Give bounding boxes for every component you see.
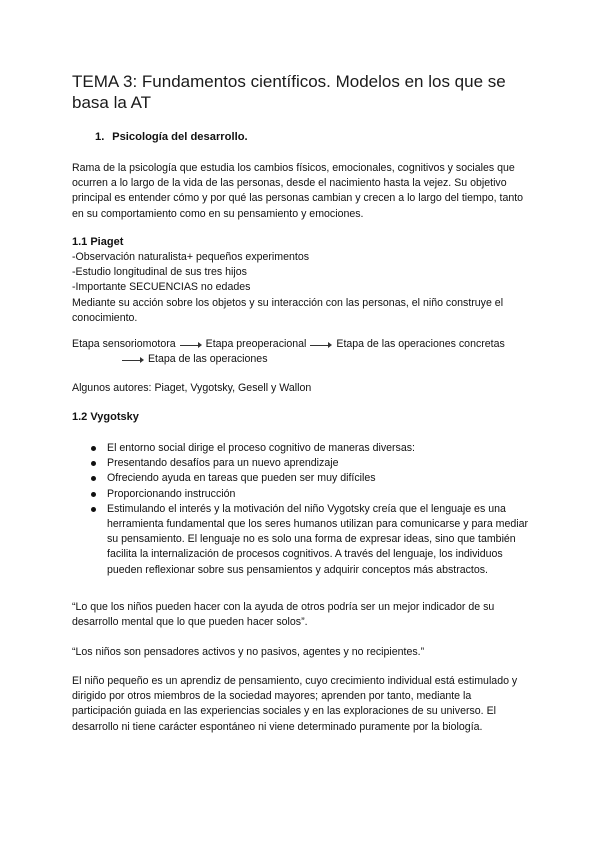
definition-paragraph: Rama de la psicología que estudia los cambios físicos, emocionales, cognitivos y sociales que ocurren a lo largo de la vida de las personas, desde el nacimiento hasta la vejez. Su objetivo principal es entender cómo y por qué las personas cambian y crecen a lo largo del tiempo, tanto en su comportamiento como en su pensamiento y emociones. <box>72 162 524 220</box>
arrow-right-icon <box>310 340 332 348</box>
piaget-note: -Observación naturalista+ pequeños experimentos <box>72 251 310 263</box>
authors-line: Algunos autores: Piaget, Vygotsky, Gesell y Wallon <box>72 382 312 394</box>
vygotsky-bullet-list <box>91 441 536 578</box>
quote-1: “Lo que los niños pueden hacer con la ayuda de otros podría ser un mejor indicador de su desarrollo mental que lo que pueden hacer solos”. <box>72 601 495 629</box>
piaget-note: -Estudio longitudinal de sus tres hijos <box>72 266 247 279</box>
stage-sensoriomotora: Etapa sensoriomotora <box>72 338 176 350</box>
stage-operaciones: Etapa de las operaciones <box>147 353 268 365</box>
section-number: 1. <box>95 131 105 143</box>
arrow-right-icon <box>180 340 202 348</box>
page-title: TEMA 3: Fundamentos científicos. Modelos en los que se basa la AT <box>72 72 506 112</box>
list-item: Proporcionando instrucción <box>91 487 536 502</box>
subheading-vygotsky: 1.2 Vygotsky <box>72 411 139 423</box>
stage-operaciones-concretas: Etapa de las operaciones concretas <box>336 338 505 350</box>
subheading-piaget: 1.1 Piaget <box>72 236 124 248</box>
list-item: Ofreciendo ayuda en tareas que pueden ser muy difíciles <box>91 471 536 486</box>
section-heading-psicologia <box>95 131 248 143</box>
piaget-stages <box>72 337 532 352</box>
list-item: Estimulando el interés y la motivación del niño Vygotsky creía que el lenguaje es una herramienta fundamental que los seres humanos utilizan para comunicarse y para mediar su pensamiento. El lenguaje no es solo una forma de expresar ideas, sino que también facilita la internalización de procesos cognitivos. A través del lenguaje, los individuos pueden reflexionar sobre sus pensamientos y adquirir conceptos más abstractos. <box>91 502 536 578</box>
arrow-right-icon <box>122 355 144 363</box>
closing-paragraph: El niño pequeño es un aprendiz de pensamiento, cuyo crecimiento individual está estimulado y dirigido por otros miembros de la sociedad mayores; aprenden por tanto, mediante la participación guiada en las experiencias sociales y en las exploraciones de su universo. El desarrollo ni tiene carácter espontáneo ni viene determinado puramente por la biología. <box>72 675 518 733</box>
stage-preoperacional: Etapa preoperacional <box>205 338 307 350</box>
list-item: El entorno social dirige el proceso cognitivo de maneras diversas: <box>91 441 536 456</box>
piaget-notes <box>72 250 532 326</box>
section-heading-text: Psicología del desarrollo. <box>112 131 248 143</box>
list-item: Presentando desafíos para un nuevo aprendizaje <box>91 456 536 471</box>
piaget-stages-cont <box>72 352 532 367</box>
piaget-note: Mediante su acción sobre los objetos y su interacción con las personas, el niño construye el conocimiento. <box>72 296 504 324</box>
piaget-note: -Importante SECUENCIAS no edades <box>72 281 251 294</box>
quote-2: “Los niños son pensadores activos y no pasivos, agentes y no recipientes.” <box>72 646 425 658</box>
